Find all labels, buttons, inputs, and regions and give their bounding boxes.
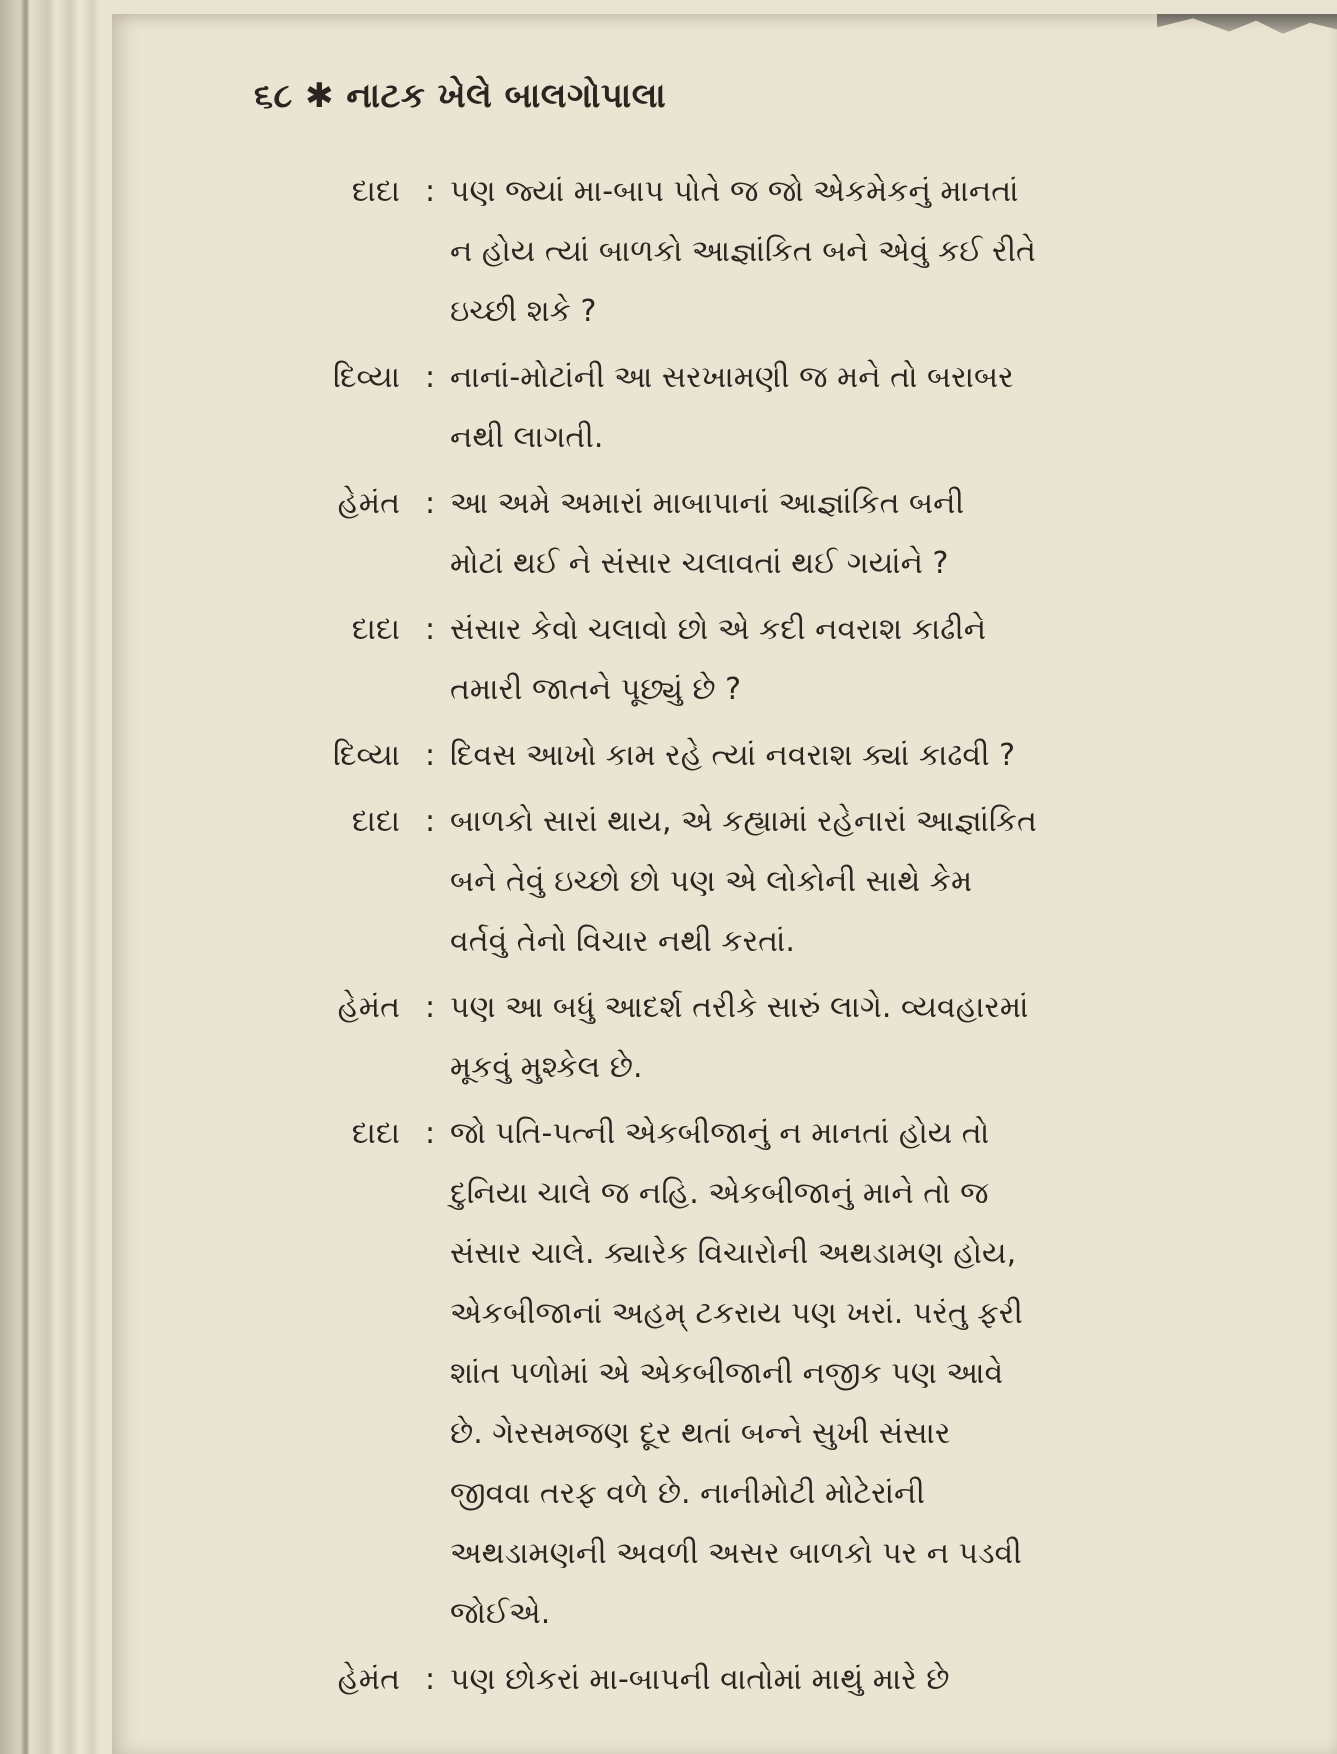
speech-text (448, 474, 1210, 594)
speech-line: બાળકો સારાં થાય, એ કહ્યામાં રહેનારાં આજ્ઞાંકિત (450, 804, 1037, 839)
speaker-name: દાદા (351, 1116, 400, 1151)
speech-line: અથડામણની અવળી અસર બાળકો પર ન પડવી (450, 1536, 1022, 1571)
dialogue-entry (112, 726, 1337, 786)
speaker-colon: : (424, 612, 436, 647)
speech-line: ન હોય ત્યાં બાળકો આજ્ઞાંકિત બને એવું કઈ રીતે (450, 234, 1036, 269)
dialogue-entry (112, 792, 1337, 972)
speech-line: મૂકવું મુશ્કેલ છે. (450, 1050, 643, 1085)
speaker-colon: : (424, 174, 436, 209)
speech-text (448, 792, 1210, 972)
running-header: ૬૮ ✱ નાટક ખેલે બાલગોપાલા (254, 76, 667, 116)
speech-line: તમારી જાતને પૂછ્યું છે ? (450, 672, 742, 707)
speech-line: પણ છોકરાં મા-બાપની વાતોમાં માથું મારે છે (450, 1662, 950, 1697)
dialogue-entry (112, 1650, 1337, 1710)
speech-line: પણ આ બધું આદર્શ તરીકે સારું લાગે. વ્યવહારમાં (450, 990, 1029, 1025)
speech-line: છે. ગેરસમજણ દૂર થતાં બન્ને સુખી સંસાર (450, 1416, 951, 1451)
speaker-colon: : (424, 804, 436, 839)
speaker-name: દાદા (351, 804, 400, 839)
speech-line: સંસાર ચાલે. ક્યારેક વિચારોની અથડામણ હોય, (450, 1236, 1017, 1271)
dialogue-block (112, 162, 1337, 1716)
speaker-name: દિવ્યા (333, 360, 400, 395)
speaker-name: હેમંત (337, 486, 400, 521)
speech-text (448, 726, 1210, 786)
torn-corner (1157, 14, 1337, 36)
speaker-name: દિવ્યા (333, 738, 400, 773)
speech-line: ઇચ્છી શકે ? (450, 294, 597, 329)
speech-text (448, 348, 1210, 468)
speech-line: જોઈએ. (450, 1596, 551, 1631)
speech-line: મોટાં થઈ ને સંસાર ચલાવતાં થઈ ગયાંને ? (450, 546, 949, 581)
speech-line: જીવવા તરફ વળે છે. નાનીમોટી મોટેરાંની (450, 1476, 925, 1511)
book-page (112, 14, 1337, 1754)
speech-line: નાનાં-મોટાંની આ સરખામણી જ મને તો બરાબર (450, 360, 1014, 395)
dialogue-entry (112, 978, 1337, 1098)
speech-line: બને તેવું ઇચ્છો છો પણ એ લોકોની સાથે કેમ (450, 864, 973, 899)
speaker-name: હેમંત (337, 1662, 400, 1697)
speech-text (448, 1650, 1210, 1710)
speaker-name: દાદા (351, 612, 400, 647)
speech-line: એકબીજાનાં અહમ્ ટકરાય પણ ખરાં. પરંતુ ફરી (450, 1296, 1023, 1331)
speech-line: દુનિયા ચાલે જ નહિ. એકબીજાનું માને તો જ (450, 1176, 989, 1211)
speaker-colon: : (424, 360, 436, 395)
speech-line: નથી લાગતી. (450, 420, 604, 455)
dialogue-entry (112, 474, 1337, 594)
speech-text (448, 1104, 1210, 1644)
speaker-colon: : (424, 1662, 436, 1697)
speech-text (448, 600, 1210, 720)
dialogue-entry (112, 600, 1337, 720)
speaker-name: દાદા (351, 174, 400, 209)
speech-line: વર્તવું તેનો વિચાર નથી કરતાં. (450, 924, 795, 959)
dialogue-entry (112, 162, 1337, 342)
speaker-colon: : (424, 486, 436, 521)
speech-line: સંસાર કેવો ચલાવો છો એ કદી નવરાશ કાઢીને (450, 612, 987, 647)
speech-text (448, 162, 1210, 342)
speech-line: શાંત પળોમાં એ એકબીજાની નજીક પણ આવે (450, 1356, 1004, 1391)
dialogue-entry (112, 348, 1337, 468)
speaker-colon: : (424, 738, 436, 773)
dialogue-entry (112, 1104, 1337, 1644)
speaker-name: હેમંત (337, 990, 400, 1025)
speech-text (448, 978, 1210, 1098)
speech-line: દિવસ આખો કામ રહે ત્યાં નવરાશ ક્યાં કાઢવી ? (450, 738, 1016, 773)
speaker-colon: : (424, 1116, 436, 1151)
speech-line: આ અમે અમારાં માબાપાનાં આજ્ઞાંકિત બની (450, 486, 965, 521)
speech-line: પણ જ્યાં મા-બાપ પોતે જ જો એકમેકનું માનતાં (450, 174, 1019, 209)
speaker-colon: : (424, 990, 436, 1025)
speech-line: જો પતિ-પત્ની એકબીજાનું ન માનતાં હોય તો (450, 1116, 990, 1151)
